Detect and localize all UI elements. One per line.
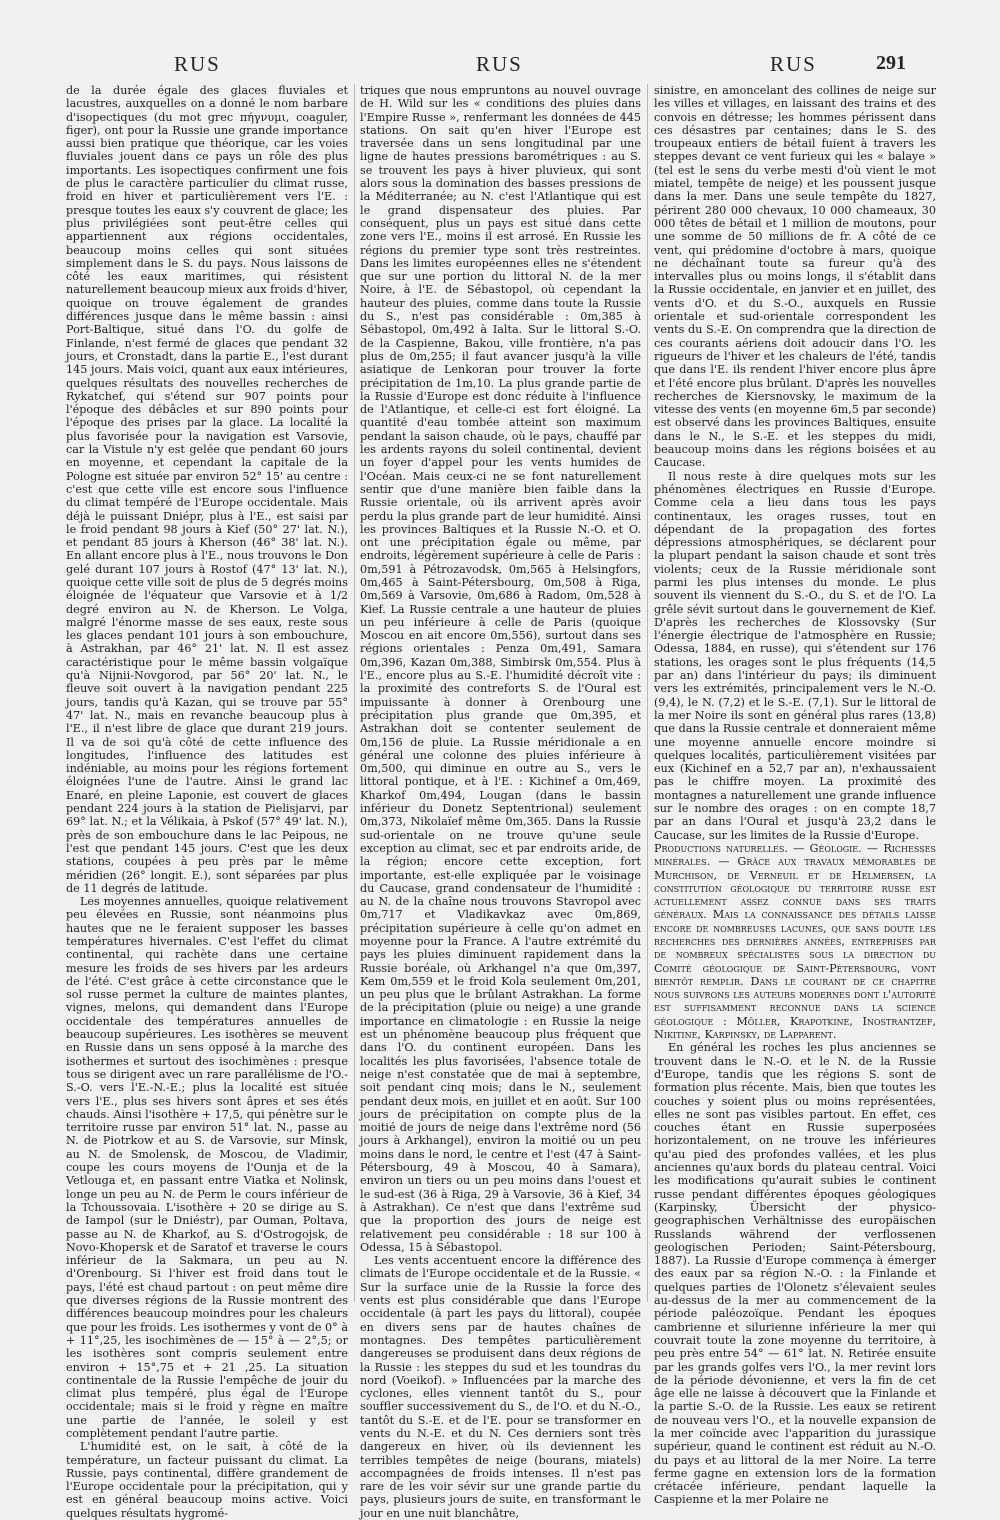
paragraph: de la durée égale des glaces fluviales et lacustres, auxquelles on a donné le nom barbare d'isopectiques (du mot grec πήγνυμι, coaguler, figer), ont pour la Russie une grande importance aussi bien pratique que théorique, car les voies fluviales jouent dans ce pays un rôle des plus importants. Les isopectiques confirment une fois de plus le caractère particulier du climat russe, froid en hiver et particulièrement vers l'E. : presque toutes les eaux s'y couvrent de glace; les plus privilégiées sont peut-être celles qui appartiennent aux régions occidentales, beaucoup moins celles qui sont situées simplement dans le S. du pays. Nous laissons de côté les eaux maritimes, qui résistent naturellement beaucoup mieux aux froids d'hiver, quoique on trouve également de grandes différences jusque dans le même bassin : ainsi Port-Baltique, situé dans l'O. du golfe de Finlande, n'est fermé de glaces que pendant 32 jours, et Cronstadt, dans la partie E., l'est durant 145 jours. Mais voici, quant aux eaux intérieures, quelques résultats des nouvelles recherches de Rykatchef, qui s'étend sur 907 points pour l'époque des débâcles et sur 890 points pour l'époque des prises par la glace. La localité la plus favorisée pour la navigation est Varsovie, car la Vistule n'y est gelée que pendant 60 jours en moyenne, et cependant la capitale de la Pologne est située par environ 52° 15' au centre : c'est que cette ville est encore sous l'influence du climat tempéré de l'Europe occidentale. Mais déjà le puissant Dniépr, plus à l'E., est saisi par le froid pendant 98 jours à Kief (50° 27' lat. N.), et pendant 85 jours à Kherson (46° 38' lat. N.). En allant encore plus à l'E., nous trouvons le Don gelé durant 107 jours à Rostof (47° 13' lat. N.), quoique cette ville soit de plus de 5 degrés moins éloignée de l'équateur que Varsovie et à 1/2 degré environ au N. de Kherson. Le Volga, malgré l'énorme masse de ses eaux, reste sous les glaces pendant 101 jours à son embouchure, à Astrakhan, par 46° 21' lat. N. Il est assez caractéristique pour le même bassin volgaïque qu'à Nijnii-Novgorod, par 56° 20' lat. N., le fleuve soit ouvert à la navigation pendant 225 jours, tandis qu'à Kazan, qui se trouve par 55° 47' lat. N., mais en revanche beaucoup plus à l'E., il n'est libre de glace que durant 219 jours. Il va de soi qu'à côté de cette influence des longitudes, l'influence des latitudes est indéniable, au moins pour les régions fortement éloignées l'une de l'autre. Ainsi le grand lac Enaré, en pleine Laponie, est couvert de glaces pendant 224 jours à la station de Pielisjarvi, par 69° lat. N.; et la Vélikaia, à Pskof (57° 49' lat. N.), près de son embouchure dans le lac Peipous, ne l'est que pendant 145 jours. C'est que les deux stations, coupées à peu près par le même méridien (26° longit. E.), sont séparées par plus de 11 degrés de latitude.	[66, 84, 348, 895]
column-2	[360, 84, 641, 1520]
paragraph: L'humidité est, on le sait, à côté de la température, un facteur puissant du climat. La Russie, pays continental, diffère grandement de l'Europe occidentale pour la précipitation, qui y est en général beaucoup moins active. Voici quelques résultats hygromé-	[66, 1440, 348, 1520]
running-header	[0, 52, 1000, 78]
column-1	[66, 84, 348, 1520]
column-divider	[647, 84, 648, 1302]
paragraph: triques que nous empruntons au nouvel ouvrage de H. Wild sur les « conditions des pluies dans l'Empire Russe », renfermant les données de 445 stations. On sait qu'en hiver l'Europe est traversée dans un sens longitudinal par une ligne de hautes pressions barométriques : au S. se trouvent les pays à hiver pluvieux, qui sont alors sous la domination des basses pressions de la Méditerranée; au N. c'est l'Atlantique qui est le grand dispensateur des pluies. Par conséquent, plus un pays est situé dans cette zone vers l'E., moins il est arrosé. En Russie les régions du premier type sont très restreintes. Dans les limites européennes elles ne s'étendent que sur une portion du littoral N. de la mer Noire, à l'E. de Sébastopol, où cependant la hauteur des pluies, comme dans toute la Russie du S., n'est pas considérable : 0m,385 à Sébastopol, 0m,492 à Ialta. Sur le littoral S.-O. de la Caspienne, Bakou, ville frontière, n'a pas plus de 0m,255; il faut avancer jusqu'à la ville asiatique de Lenkoran pour trouver la forte précipitation de 1m,10. La plus grande partie de la Russie d'Europe est donc réduite à l'influence de l'Atlantique, et celle-ci est fort éloigné. La quantité d'eau tombée atteint son maximum pendant la saison chaude, où le pays, chauffé par les ardents rayons du soleil continental, devient un foyer d'appel pour les vents humides de l'Océan. Mais ceux-ci ne se font naturellement sentir que d'une manière bien faible dans la Russie orientale, où ils arrivent après avoir perdu la plus grande part de leur humidité. Ainsi les provinces Baltiques et la Russie N.-O. et O. ont une précipitation égale ou même, par endroits, légèrement supérieure à celle de Paris : 0m,591 à Pétrozavodsk, 0m,565 à Helsingfors, 0m,465 à Saint-Pétersbourg, 0m,508 à Riga, 0m,569 à Varsovie, 0m,686 à Radom, 0m,528 à Kief. La Russie centrale a une hauteur de pluies un peu inférieure à celle de Paris (quoique Moscou en ait encore 0m,556), surtout dans ses régions orientales : Penza 0m,491, Samara 0m,396, Kazan 0m,388, Simbirsk 0m,554. Plus à l'E., encore plus au S.-E. l'humidité décroît vite : la proximité des contreforts S. de l'Oural est impuissante à donner à Orenbourg une précipitation plus grande que 0m,395, et Astrakhan doit se contenter seulement de 0m,156 de pluie. La Russie méridionale a en général une colonne des pluies inférieure à 0m,500, qui diminue en outre au S., vers le littoral pontique, et à l'E. : Kichinef a 0m,469, Kharkof 0m,494, Lougan (dans le bassin inférieur du Donetz Septentrional) seulement 0m,373, Nikolaïef même 0m,365. Dans la Russie sud-orientale on ne trouve qu'une seule exception au climat, sec et par endroits aride, de la région; encore cette exception, fort importante, est-elle expliquée par le voisinage du Caucase, grand condensateur de l'humidité : au N. de la chaîne nous trouvons Stavropol avec 0m,717 et Vladikavkaz avec 0m,869, précipitation supérieure à celle qu'on admet en moyenne pour la France. A l'autre extrémité du pays les pluies diminuent rapidement dans la Russie boréale, où Arkhangel n'a que 0m,397, Kem 0m,559 et le froid Kola seulement 0m,201, un peu plus que le brûlant Astrakhan. La forme de la précipitation (pluie ou neige) a une grande importance en climatologie : en Russie la neige est un phénomène beaucoup plus fréquent que dans l'O. du continent européen. Dans les localités les plus favorisées, l'absence totale de neige n'est constatée que de mai à septembre, soit pendant cinq mois; dans le N., seulement pendant deux mois, en juillet et en août. Sur 100 jours de précipitation on compte plus de la moitié de jours de neige dans l'extrême nord (56 jours à Arkhangel), environ la moitié ou un peu moins dans le nord, le centre et l'est (47 à Saint-Pétersbourg, 49 à Moscou, 40 à Samara), environ un tiers ou un peu moins dans l'ouest et le sud-est (36 à Riga, 29 à Varsovie, 36 à Kief, 34 à Astrakhan). Ce n'est que dans l'extrême sud que la proportion des jours de neige est relativement peu considérable : 18 sur 100 à Odessa, 15 à Sébastopol.	[360, 84, 641, 1254]
header-left-word: RUS	[174, 52, 221, 76]
paragraph: Les vents accentuent encore la différence des climats de l'Europe occidentale et de la Russie. « Sur la surface unie de la Russie la force des vents est plus considérable que dans l'Europe occidentale (à part les pays du littoral), coupée en divers sens par de hautes chaînes de montagnes. Des tempêtes particulièrement dangereuses se produisent dans deux régions de la Russie : les steppes du sud et les toundras du nord (Voeikof). » Influencées par la marche des cyclones, elles viennent tantôt du S., pour souffler successivement du S., de l'O. et du N.-O., tantôt du S.-E. et de l'E. pour se transformer en vents du N.-E. et du N. Ces derniers sont très dangereux en hiver, où ils deviennent les terribles tempêtes de neige (bourans, miatels) accompagnées de froids intenses. Il n'est pas rare de les voir sévir sur une grande partie du pays, plusieurs jours de suite, en transformant le jour en une nuit blanchâtre,	[360, 1254, 641, 1520]
header-right-word: RUS	[770, 52, 817, 76]
paragraph: Il nous reste à dire quelques mots sur les phénomènes électriques en Russie d'Europe. Comme cela a lieu dans tous les pays continentaux, les orages russes, tout en dépendant de la propagation des fortes dépressions atmosphériques, se déclarent pour la plupart pendant la saison chaude et sont très violents; ceux de la Russie méridionale sont parmi les plus intenses du monde. Le plus souvent ils viennent du S.-O., du S. et de l'O. La grêle sévit surtout dans le gouvernement de Kief. D'après les recherches de Klossovsky (Sur l'énergie électrique de l'atmosphère en Russie; Odessa, 1884, en russe), qui s'étendent sur 176 stations, les orages sont le plus fréquents (14,5 par an) dans l'intérieur du pays; ils diminuent vers les extrémités, principalement vers le N.-O. (9,4), le N. (7,2) et le S.-E. (7,1). Sur le littoral de la mer Noire ils sont en général plus rares (13,8) que dans la Russie centrale et donneraient même une moyenne annuelle encore moindre si quelques localités, particulièrement visitées par eux (Kichinef en a 52,7 par an), n'exhaussaient pas le chiffre moyen. La proximité des montagnes a naturellement une grande influence sur le nombre des orages : on en compte 18,7 par an dans l'Oural et jusqu'à 23,2 dans le Caucase, sur les limites de la Russie d'Europe.	[654, 469, 936, 842]
text-columns	[66, 84, 936, 1520]
paragraph: Les moyennes annuelles, quoique relativement peu élevées en Russie, sont néanmoins plus hautes que ne le feraient supposer les basses températures hivernales. C'est l'effet du climat continental, qui rachète dans une certaine mesure les froids de ses hivers par les ardeurs de l'été. C'est grâce à cette circonstance que le sol russe permet la culture de maintes plantes, vignes, melons, qui demandent dans l'Europe occidentale des températures annuelles de beaucoup supérieures. Les isothères se meuvent en Russie dans un sens opposé à la marche des isothermes et surtout des isochimènes : presque tous se dirigent avec un rare parallélisme de l'O.-S.-O. vers l'E.-N.-E.; plus la localité est située vers l'E., plus ses hivers sont âpres et ses étés chauds. Ainsi l'isothère + 17,5, qui pénètre sur le territoire russe par environ 51° lat. N., passe au N. de Piotrkow et au S. de Varsovie, sur Minsk, au N. de Smolensk, de Moscou, de Vladimir, coupe les cours moyens de l'Ounja et de la Vetlouga et, en passant entre Viatka et Nolinsk, longe un peu au N. de Perm le cours inférieur de la Tchoussovaia. L'isothère + 20 se dirige au S. de Iampol (sur le Dniéstr), par Ouman, Poltava, passe au N. de Kharkof, au S. d'Ostrogojsk, de Novo-Khopersk et de Saratof et traverse le cours inférieur de la Sakmara, un peu au N. d'Orenbourg. Si l'hiver est froid dans tout le pays, l'été est chaud partout : on peut même dire que diverses régions de la Russie montrent des différences beaucoup moindres pour les chaleurs que pour les froids. Les isothermes y vont de 0° à + 11°,25, les isochimènes de — 15° à — 2°,5; or les isothères sont compris seulement entre environ + 15°,75 et + 21 ,25. La situation continentale de la Russie l'empêche de jouir du climat plus tempéré, plus égal de l'Europe occidentale; mais si le froid y règne en maître une partie de l'année, le soleil y est complètement pendant l'autre partie.	[66, 895, 348, 1440]
header-center-word: RUS	[476, 52, 523, 76]
column-divider	[354, 84, 355, 1302]
column-3	[654, 84, 936, 1507]
page-number: 291	[876, 52, 906, 74]
section-paragraph: Productions naturelles. — Géologie. — Richesses minérales. — Grâce aux travaux mémorables de Murchison, de Verneuil et de Helmersen, la constitution géologique du territoire russe est actuellement assez connue dans ses traits généraux. Mais la connaissance des détails laisse encore de nombreuses lacunes, que sans doute les recherches des dernières années, entreprises par de nombreux spécialistes sous la direction du Comité géologique de Saint-Pétersbourg, vont bientôt remplir. Dans le courant de ce chapitre nous suivrons les auteurs modernes dont l'autorité est suffisamment reconnue dans la science géologique : Möller, Krapotkine, Inostrantzef, Nikitine, Karpinsky, de Lapparent.	[654, 841, 936, 1042]
paragraph: sinistre, en amoncelant des collines de neige sur les villes et villages, en laissant des trains et des convois en détresse; les hommes périssent dans ces désastres par centaines; dans le S. des troupeaux entiers de bétail fuient à travers les steppes devant ce vent furieux qui les « balaye » (tel est le sens du verbe mesti d'où vient le mot miatel, tempête de neige) et les poussent jusque dans la mer. Dans une seule tempête du 1827, périrent 280 000 chevaux, 10 000 chameaux, 30 000 têtes de bétail et 1 million de moutons, pour une somme de 50 millions de fr. A côté de ce vent, qui prédomine d'octobre à mars, quoique ne déchaînant toute sa fureur qu'à des intervalles plus ou moins longs, il s'établit dans la Russie occidentale, en janvier et en juillet, des vents d'O. et du S.-O., auxquels en Russie orientale et sud-orientale correspondent les vents du S.-E. On comprendra que la direction de ces courants aériens doit adoucir dans l'O. les rigueurs de l'hiver et les chaleurs de l'été, tandis que dans l'E. ils rendent l'hiver encore plus âpre et l'été encore plus brûlant. D'après les nouvelles recherches de Kiersnovsky, le maximum de la vitesse des vents (en moyenne 6m,5 par seconde) est observé dans les provinces Baltiques, ensuite dans le N., le S.-E. et les steppes du midi, beaucoup moins dans les régions boisées et au Caucase.	[654, 84, 936, 470]
paragraph: En général les roches les plus anciennes se trouvent dans le N.-O. et le N. de la Russie d'Europe, tandis que les régions S. sont de formation plus récente. Mais, bien que toutes les couches y soient plus ou moins représentées, elles ne sont pas visibles partout. En effet, ces couches étant en Russie superposées horizontalement, on ne trouve les inférieures qu'au pied des profondes vallées, et les plus anciennes qu'aux bords du plateau central. Voici les modifications qu'aurait subies le continent russe pendant différentes époques géologiques (Karpinsky, Übersicht der physico-geographischen Verhältnisse des europäischen Russlands während der verflossenen geologischen Perioden; Saint-Pétersbourg, 1887). La Russie d'Europe commença à émerger des eaux par sa région N.-O. : la Finlande et quelques parties de l'Olonetz s'élevaient seules au-dessus de la mer au commencement de la période paléozoïque. Pendant les époques cambrienne et silurienne inférieure la mer qui couvrait toute la zone moyenne du territoire, à peu près entre 54° — 61° lat. N. Retirée ensuite par les grands golfes vers l'O., la mer revint lors de la période dévonienne, et vers la fin de cet âge elle ne laisse à découvert que la Finlande et la partie S.-O. de la Russie. Les eaux se retirent de nouveau vers l'O., et la nouvelle expansion de la mer coïncide avec l'apparition du jurassique supérieur, quand le continent est réduit au N.-O. du pays et au littoral de la mer Noire. La terre ferme gagne en extension lors de la formation crétacée inférieure, pendant laquelle la Caspienne et la mer Polaire ne	[654, 1041, 936, 1507]
